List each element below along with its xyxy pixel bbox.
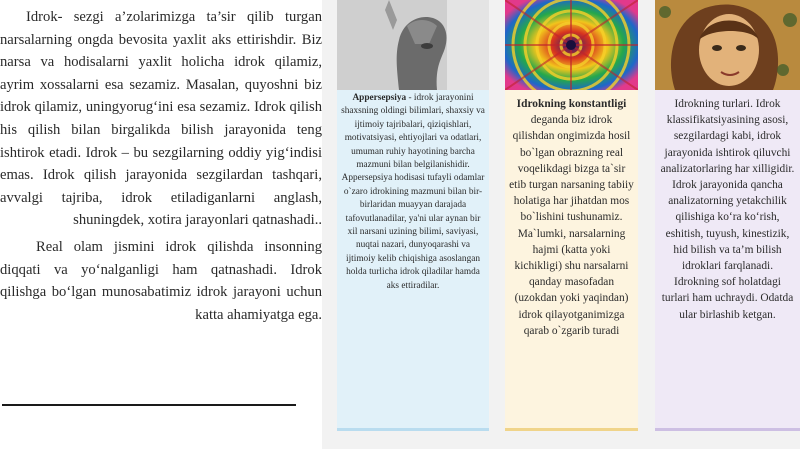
card-apperception bbox=[337, 0, 489, 449]
intro-paragraph-1: Idrok- sezgi a’zolarimizga ta’sir qilib turgan narsalarning ongda bevosita yaxlit aks ettirishdir. Biz narsa va hodisalarni yaxlit holicha idrok qilamiz, ayrim xossalarni esa sezamiz. Masalan, quyoshni biz idrok qilamiz, uningyorug‘ini esa sezamiz. Idrok qilish his qilish bilan birgalikda bilish jarayonida teng ishtirok etadi. Idrok – bu sezgilarning oddiy yig‘indisi emas. Idrok qilish jarayonida sezgilardan tashqari, avvalgi tajriba, idrok etiladiganlarni anglash, shuningdek, xotira jarayonlari qatnashadi.. bbox=[0, 9, 322, 229]
intro-text-block bbox=[0, 6, 322, 330]
card-constancy bbox=[505, 0, 638, 449]
constancy-body: deganda biz idrok qilishdan ongimizda hosil bo`lgan obrazning real voqelikdagi bizga ta`sir etib turgan narsaning tabiiy holatiga har jihatdan mos bo`lishini tushunamiz. Ma`lumki, narsalarning hajmi (katta yoki kichikligi) shu narsalarni qanday masofadan (uzokdan yoki yaqindan) idrok qilayotganimizga qarab o`zgarib turadi bbox=[509, 114, 634, 337]
perception-types-card-text bbox=[655, 90, 800, 428]
face-illusion-image bbox=[337, 0, 489, 90]
apperception-card-text bbox=[337, 90, 489, 428]
card-bottom-bar bbox=[337, 428, 489, 431]
divider-line bbox=[2, 404, 296, 406]
card-bottom-bar bbox=[655, 428, 800, 431]
portrait-image bbox=[655, 0, 800, 90]
apperception-body: - idrok jarayonini shaxsning oldingi bilimlari, shaxsiy va ijtimoiy tajribalari, qiziqishlari, motivatsiyasi, ehtiyojlari va odatlari, umuman ruhiy hayotining barcha mazmuni bilan belgilanishidir. Appersepsiya hodisasi tufayli odamlar o`zaro idrokining mazmuni bilan bir-birlaridan muayyan darajada tafovutlanadilar, ya'ni ular aynan bir xil narsani uzining bilimi, saviyasi, nuqtai nazari, dunyoqarashi va ijtimoiy kelib chiqishiga asoslangan holda turlicha idrok qiladilar hamda aks ettiradilar. bbox=[341, 93, 485, 291]
intro-paragraph-2: Real olam jismini idrok qilishda insonning diqqati va yo‘nalganligi ham qatnashadi. Idrok qilishga bo‘lgan munosabatimiz idrok jarayoni uchun katta ahamiyatga ega. bbox=[0, 238, 322, 323]
spiral-illusion-image bbox=[505, 0, 638, 90]
perception-types-body: Idrokning turlari. Idrok klassifikatsiyasining asosi, sezgilardagi kabi, idrok jarayonida ishtirok qiluvchi analizatorlaring har xilligidir. Idrok jarayonida qancha analizatorning yetakchilik qilishiga ko‘ra ko‘rish, eshitish, tuyush, kinestizik, hid bilish va ta’m bilish idroklari farqlanadi. Idrokning sof holatdagi turlari ham uchraydi. Odatda ular birlashib ketgan. bbox=[660, 98, 795, 321]
card-bottom-bar bbox=[505, 428, 638, 431]
card-perception-types bbox=[655, 0, 800, 449]
apperception-title: Appersepsiya bbox=[352, 93, 407, 103]
constancy-title: Idrokning konstantligi bbox=[516, 98, 627, 110]
constancy-card-text bbox=[505, 90, 638, 428]
